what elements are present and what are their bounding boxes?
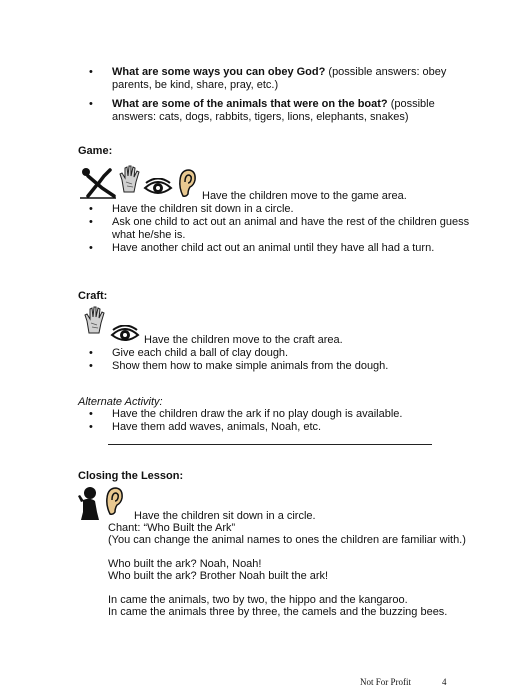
eye-icon [110,325,140,343]
question-answer-cont: parents, be kind, share, pray, etc.) [112,79,279,91]
question-text: What are some ways you can obey God? [112,66,326,78]
game-bullet [89,216,489,242]
bullet: • [89,360,93,372]
alternate-bullet [89,408,402,421]
bullet-text: Show them how to make simple animals from the dough. [112,360,389,372]
craft-bullet [89,347,288,360]
hand-icon [118,164,142,194]
craft-intro: Have the children move to the craft area. [144,334,343,346]
chant-line: Who built the ark? Noah, Noah! [108,558,262,570]
bullet: • [89,216,93,228]
hand-icon [83,305,107,335]
bullet-text: Ask one child to act out an animal and have the rest of the children guess [112,216,470,228]
question-answer: (possible answers: obey [325,66,447,78]
bullet-text: Have another child act out an animal until they have all had a turn. [112,242,435,254]
horizontal-rule [108,444,432,445]
closing-line: (You can change the animal names to ones the children are familiar with.) [108,534,466,546]
closing-line: Have the children sit down in a circle. [134,510,316,522]
game-intro: Have the children move to the game area. [202,190,407,202]
chant-line: Who built the ark? Brother Noah built the ark! [108,570,329,582]
bullet-text: Have them add waves, animals, Noah, etc. [112,421,322,433]
bullet-text: Give each child a ball of clay dough. [112,347,289,359]
bullet-text-cont: what he/she is. [112,229,186,241]
closing-chant-title: Chant: “Who Built the Ark” [108,522,236,534]
chant-line: In came the animals, two by two, the hippo and the kangaroo. [108,594,408,606]
alternate-bullet [89,421,321,434]
ear-icon [177,168,197,198]
game-bullet [89,242,434,255]
eye-icon [143,178,173,196]
bullet: • [89,408,93,420]
question-answer: (possible [387,98,435,110]
game-heading: Game: [78,145,113,157]
craft-heading: Craft: [78,290,108,302]
ear-icon [104,486,124,516]
stretching-figure-icon [78,166,118,200]
footer-label: Not For Profit [360,677,412,687]
question-1 [89,66,469,92]
bullet-text: Have the children sit down in a circle. [112,203,294,215]
alternate-heading: Alternate Activity: [78,396,163,408]
game-bullet [89,203,294,216]
chant-line: In came the animals three by three, the camels and the buzzing bees. [108,606,448,618]
bullet: • [89,66,93,78]
bullet-text: Have the children draw the ark if no play dough is available. [112,408,403,420]
bullet: • [89,347,93,359]
bullet: • [89,242,93,254]
question-text: What are some of the animals that were on the boat? [112,98,388,110]
page-number: 4 [442,677,447,687]
question-2 [89,98,469,124]
bullet: • [89,421,93,433]
praying-child-icon [77,486,101,522]
bullet: • [89,98,93,110]
craft-bullet [89,360,388,373]
question-answer-cont: answers: cats, dogs, rabbits, tigers, lions, elephants, snakes) [112,111,409,123]
closing-heading: Closing the Lesson: [78,470,184,482]
bullet: • [89,203,93,215]
